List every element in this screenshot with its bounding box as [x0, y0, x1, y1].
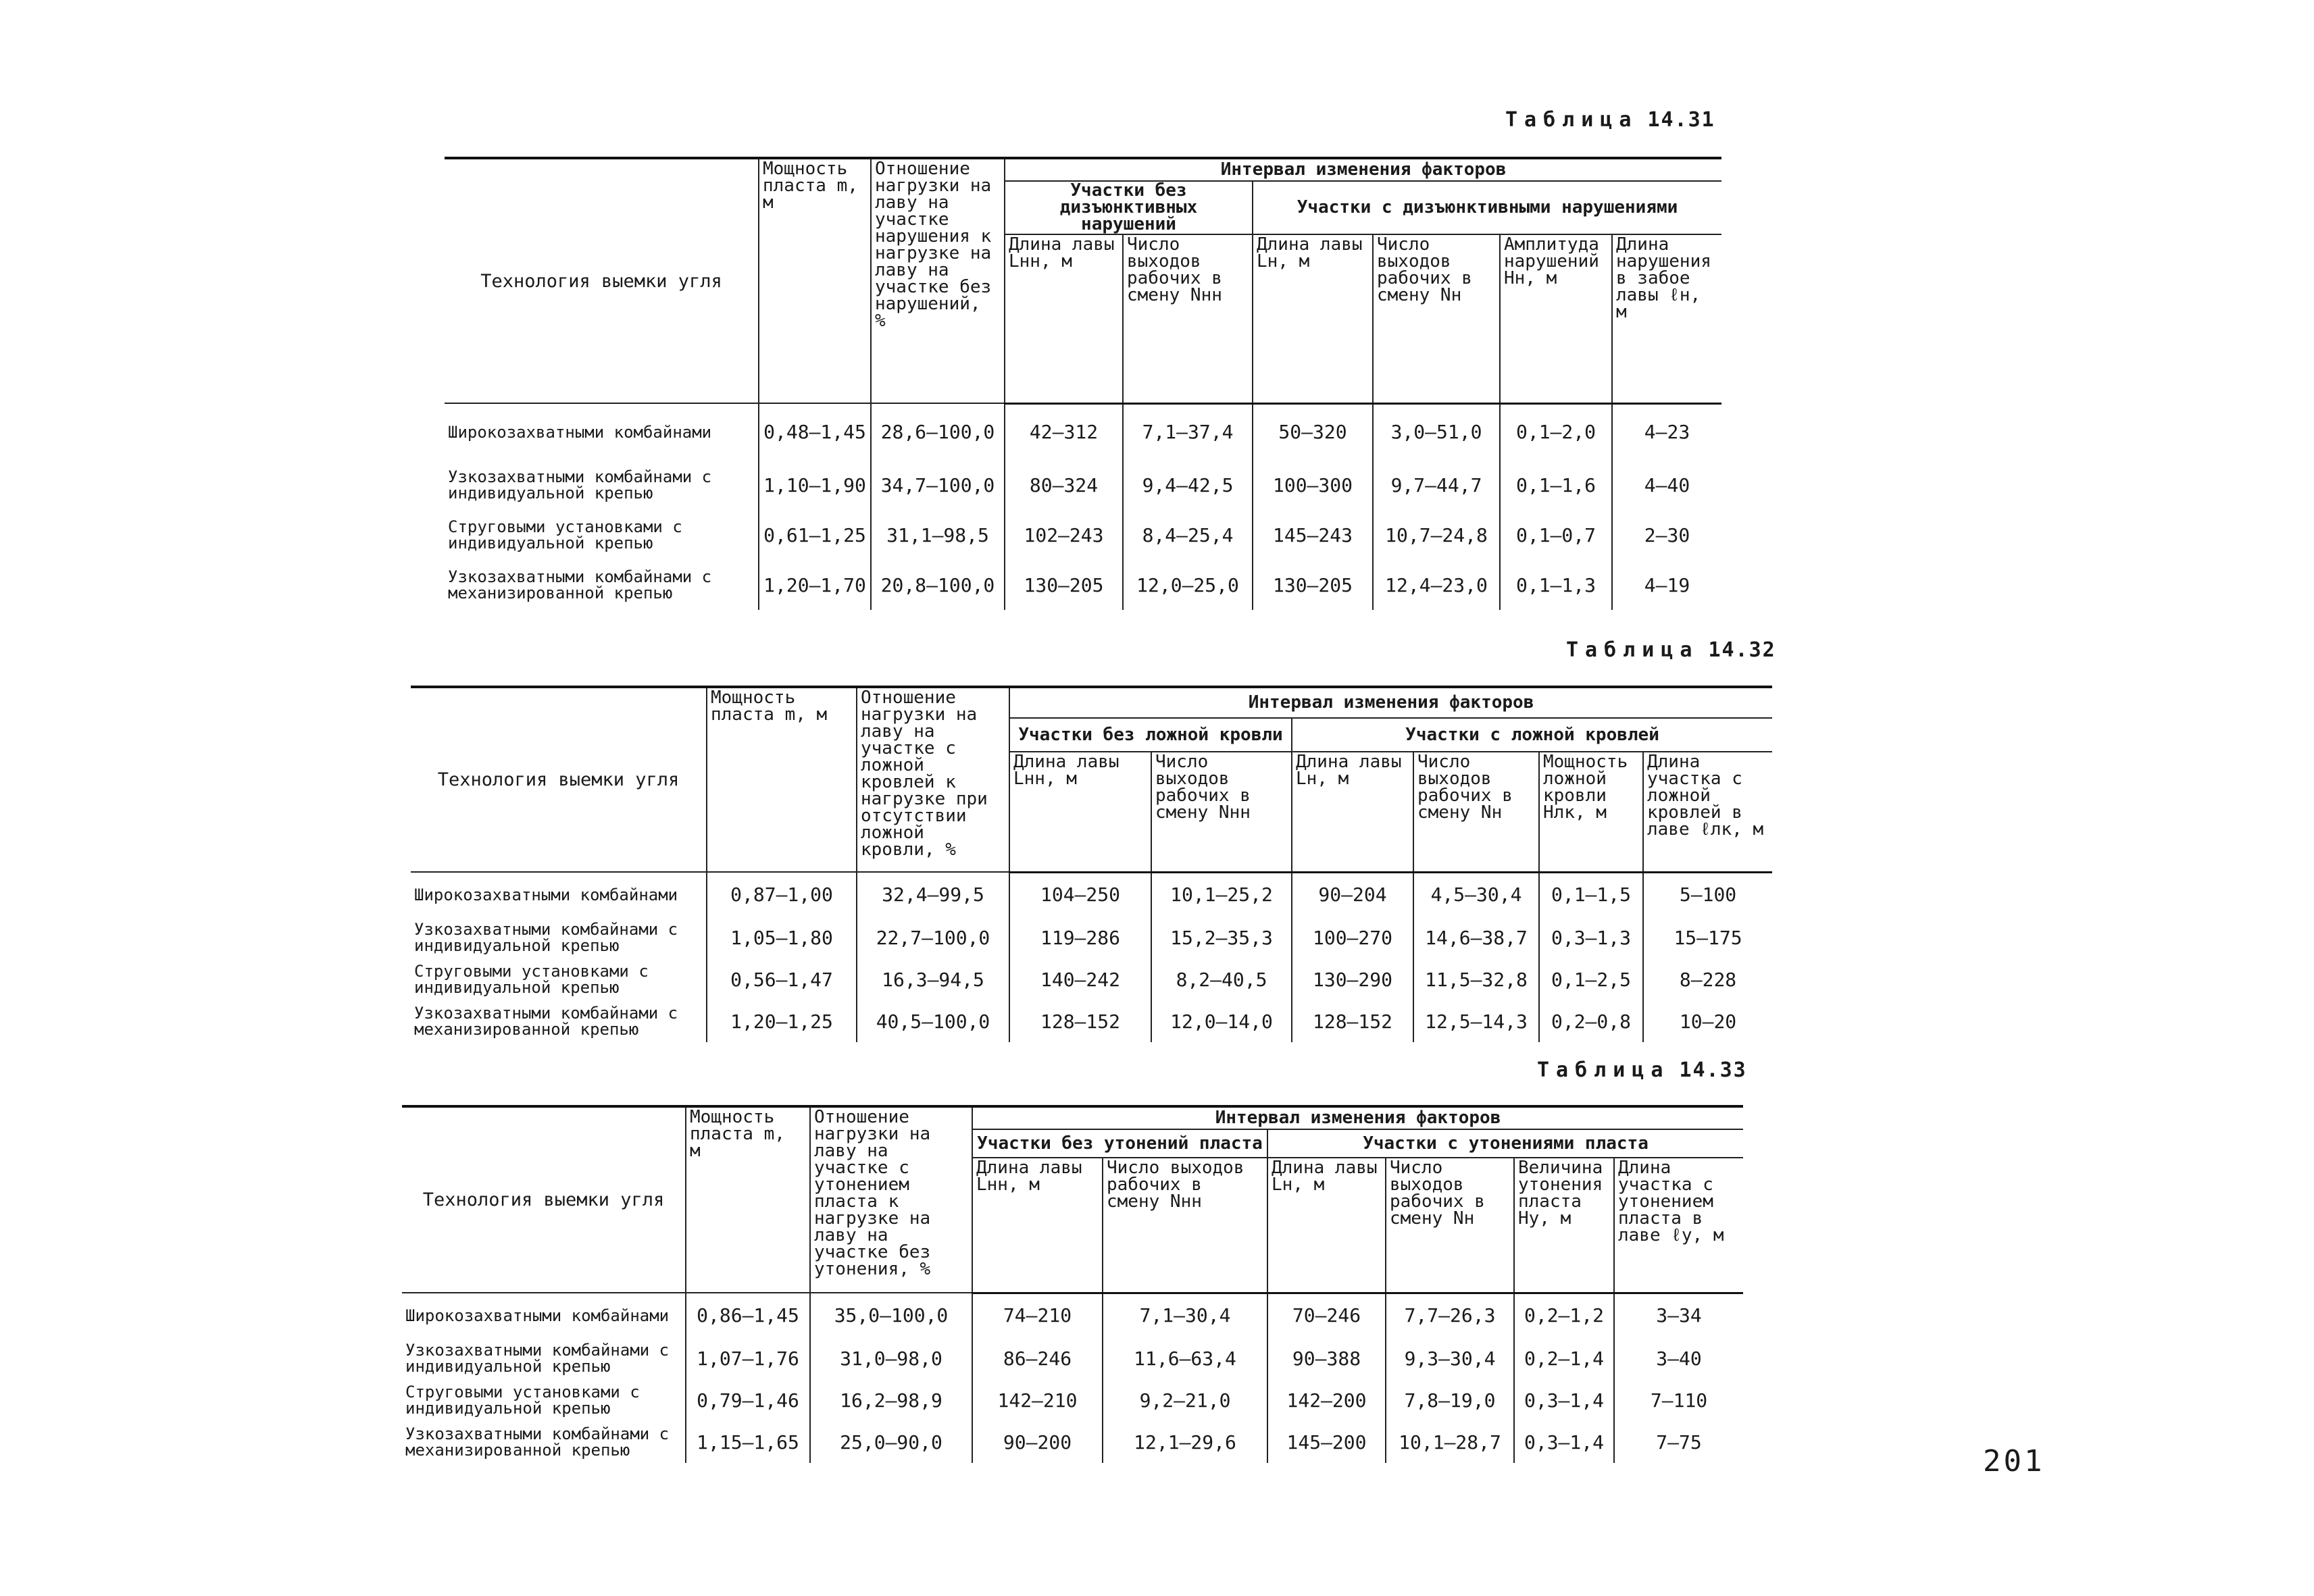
- value-cell: 102–243: [1005, 510, 1123, 560]
- technology-cell: Широкозахватными комбайнами: [445, 403, 759, 460]
- value-cell: 8,2–40,5: [1151, 958, 1292, 1000]
- value-cell: 80–324: [1005, 460, 1123, 510]
- value-cell: 31,1–98,5: [871, 510, 1005, 560]
- table-row: [445, 560, 1721, 610]
- value-cell: 130–205: [1005, 560, 1123, 610]
- value-cell: 90–200: [972, 1421, 1103, 1463]
- value-cell: 12,1–29,6: [1103, 1421, 1267, 1463]
- table-row: [445, 460, 1721, 510]
- value-cell: 15,2–35,3: [1151, 917, 1292, 958]
- value-cell: 140–242: [1009, 958, 1151, 1000]
- value-cell: 7,1–30,4: [1103, 1293, 1267, 1337]
- sub-header: Число выходов рабочих в смену Nнн: [1103, 1158, 1267, 1293]
- value-cell: 90–388: [1267, 1337, 1386, 1379]
- value-cell: 9,7–44,7: [1373, 460, 1500, 510]
- value-cell: 50–320: [1253, 403, 1373, 460]
- value-cell: 42–312: [1005, 403, 1123, 460]
- value-cell: 0,2–0,8: [1539, 1000, 1643, 1042]
- value-cell: 22,7–100,0: [857, 917, 1009, 958]
- value-cell: 31,0–98,0: [810, 1337, 972, 1379]
- value-cell: 10,1–28,7: [1386, 1421, 1514, 1463]
- value-cell: 7,1–37,4: [1123, 403, 1253, 460]
- value-cell: 130–290: [1292, 958, 1413, 1000]
- value-cell: 1,20–1,25: [707, 1000, 857, 1042]
- table-row: [411, 1000, 1772, 1042]
- value-cell: 14,6–38,7: [1413, 917, 1539, 958]
- value-cell: 0,1–0,7: [1500, 510, 1612, 560]
- value-cell: 10,7–24,8: [1373, 510, 1500, 560]
- value-cell: 1,05–1,80: [707, 917, 857, 958]
- table-row: [402, 1337, 1743, 1379]
- value-cell: 1,20–1,70: [759, 560, 871, 610]
- value-cell: 20,8–100,0: [871, 560, 1005, 610]
- value-cell: 40,5–100,0: [857, 1000, 1009, 1042]
- sub-header: Длина лавы Lнн, м: [1005, 234, 1123, 403]
- value-cell: 0,1–1,3: [1500, 560, 1612, 610]
- table-caption: Таблица 14.32: [1566, 638, 1776, 662]
- table-row: [445, 403, 1721, 460]
- value-cell: 3–34: [1614, 1293, 1743, 1337]
- value-cell: 7–75: [1614, 1421, 1743, 1463]
- value-cell: 3–40: [1614, 1337, 1743, 1379]
- value-cell: 7–110: [1614, 1379, 1743, 1421]
- interval-header: Интервал изменения факторов: [1009, 687, 1772, 718]
- value-cell: 128–152: [1009, 1000, 1151, 1042]
- ratio-header: Отношение нагрузки на лаву на участке с ложной кровлей к нагрузке при отсутствии ложной кровли, %: [857, 687, 1009, 872]
- value-cell: 4–19: [1612, 560, 1721, 610]
- value-cell: 86–246: [972, 1337, 1103, 1379]
- group-with-header: Участки с дизъюнктивными нарушениями: [1253, 181, 1721, 234]
- sub-header: Число выходов рабочих в смену Nнн: [1151, 752, 1292, 872]
- sub-header: Число выходов рабочих в смену Nн: [1386, 1158, 1514, 1293]
- value-cell: 10,1–25,2: [1151, 872, 1292, 917]
- ratio-header: Отношение нагрузки на лаву на участке нарушения к нагрузке на лаву на участке без нарушений, %: [871, 158, 1005, 403]
- technology-header: Технология выемки угля: [445, 158, 759, 403]
- table-caption: Таблица 14.31: [1505, 108, 1715, 132]
- value-cell: 9,4–42,5: [1123, 460, 1253, 510]
- table-14-32: [411, 686, 1772, 1042]
- value-cell: 1,10–1,90: [759, 460, 871, 510]
- table-14-31: [445, 157, 1721, 610]
- table-row: [402, 1293, 1743, 1337]
- thickness-header: Мощность пласта m, м: [707, 687, 857, 872]
- technology-cell: Узкозахватными комбайнами с механизированной крепью: [445, 560, 759, 610]
- value-cell: 28,6–100,0: [871, 403, 1005, 460]
- group-with-header: Участки с утонениями пласта: [1267, 1129, 1743, 1158]
- value-cell: 11,6–63,4: [1103, 1337, 1267, 1379]
- value-cell: 12,5–14,3: [1413, 1000, 1539, 1042]
- sub-header: Длина участка с утонением пласта в лаве ℓу, м: [1614, 1158, 1743, 1293]
- value-cell: 1,15–1,65: [686, 1421, 810, 1463]
- value-cell: 7,8–19,0: [1386, 1379, 1514, 1421]
- sub-header: Величина утонения пласта Hу, м: [1514, 1158, 1614, 1293]
- table-14-33: [402, 1105, 1743, 1463]
- technology-header: Технология выемки угля: [411, 687, 707, 872]
- technology-cell: Узкозахватными комбайнами с индивидуальной крепью: [411, 917, 707, 958]
- technology-header: Технология выемки угля: [402, 1106, 686, 1293]
- value-cell: 4–23: [1612, 403, 1721, 460]
- technology-cell: Струговыми установками с индивидуальной крепью: [411, 958, 707, 1000]
- value-cell: 34,7–100,0: [871, 460, 1005, 510]
- value-cell: 2–30: [1612, 510, 1721, 560]
- thickness-header: Мощность пласта m, м: [686, 1106, 810, 1293]
- value-cell: 142–200: [1267, 1379, 1386, 1421]
- value-cell: 119–286: [1009, 917, 1151, 958]
- value-cell: 130–205: [1253, 560, 1373, 610]
- sub-header: Длина лавы Lнн, м: [972, 1158, 1103, 1293]
- value-cell: 0,61–1,25: [759, 510, 871, 560]
- sub-header: Число выходов рабочих в смену Nнн: [1123, 234, 1253, 403]
- technology-cell: Струговыми установками с индивидуальной крепью: [402, 1379, 686, 1421]
- technology-cell: Узкозахватными комбайнами с индивидуальной крепью: [402, 1337, 686, 1379]
- value-cell: 0,3–1,4: [1514, 1379, 1614, 1421]
- value-cell: 100–300: [1253, 460, 1373, 510]
- value-cell: 35,0–100,0: [810, 1293, 972, 1337]
- sub-header: Число выходов рабочих в смену Nн: [1373, 234, 1500, 403]
- technology-cell: Узкозахватными комбайнами с механизированной крепью: [411, 1000, 707, 1042]
- table-caption: Таблица 14.33: [1537, 1058, 1747, 1082]
- value-cell: 3,0–51,0: [1373, 403, 1500, 460]
- technology-cell: Узкозахватными комбайнами с механизированной крепью: [402, 1421, 686, 1463]
- sub-header: Длина лавы Lнн, м: [1009, 752, 1151, 872]
- group-without-header: Участки без утонений пласта: [972, 1129, 1267, 1158]
- value-cell: 4,5–30,4: [1413, 872, 1539, 917]
- sub-header: Амплитуда нарушений Hн, м: [1500, 234, 1612, 403]
- table-row: [445, 510, 1721, 560]
- value-cell: 12,4–23,0: [1373, 560, 1500, 610]
- value-cell: 0,1–2,5: [1539, 958, 1643, 1000]
- value-cell: 0,86–1,45: [686, 1293, 810, 1337]
- value-cell: 12,0–25,0: [1123, 560, 1253, 610]
- technology-cell: Струговыми установками с индивидуальной крепью: [445, 510, 759, 560]
- sub-header: Длина лавы Lн, м: [1253, 234, 1373, 403]
- sub-header: Длина нарушения в забое лавы ℓн, м: [1612, 234, 1721, 403]
- table-row: [402, 1421, 1743, 1463]
- value-cell: 8–228: [1643, 958, 1772, 1000]
- value-cell: 142–210: [972, 1379, 1103, 1421]
- page-number: 201: [1983, 1444, 2045, 1478]
- value-cell: 9,3–30,4: [1386, 1337, 1514, 1379]
- sub-header: Длина участка с ложной кровлей в лаве ℓлк, м: [1643, 752, 1772, 872]
- table-row: [411, 872, 1772, 917]
- value-cell: 0,1–1,6: [1500, 460, 1612, 510]
- value-cell: 32,4–99,5: [857, 872, 1009, 917]
- technology-cell: Узкозахватными комбайнами с индивидуальной крепью: [445, 460, 759, 510]
- value-cell: 128–152: [1292, 1000, 1413, 1042]
- value-cell: 70–246: [1267, 1293, 1386, 1337]
- value-cell: 74–210: [972, 1293, 1103, 1337]
- value-cell: 145–200: [1267, 1421, 1386, 1463]
- value-cell: 1,07–1,76: [686, 1337, 810, 1379]
- value-cell: 25,0–90,0: [810, 1421, 972, 1463]
- value-cell: 4–40: [1612, 460, 1721, 510]
- sub-header: Длина лавы Lн, м: [1267, 1158, 1386, 1293]
- value-cell: 16,3–94,5: [857, 958, 1009, 1000]
- thickness-header: Мощность пласта m, м: [759, 158, 871, 403]
- sub-header: Мощность ложной кровли Hлк, м: [1539, 752, 1643, 872]
- value-cell: 15–175: [1643, 917, 1772, 958]
- value-cell: 12,0–14,0: [1151, 1000, 1292, 1042]
- value-cell: 0,56–1,47: [707, 958, 857, 1000]
- value-cell: 0,79–1,46: [686, 1379, 810, 1421]
- value-cell: 0,2–1,4: [1514, 1337, 1614, 1379]
- value-cell: 16,2–98,9: [810, 1379, 972, 1421]
- technology-cell: Широкозахватными комбайнами: [402, 1293, 686, 1337]
- value-cell: 90–204: [1292, 872, 1413, 917]
- value-cell: 145–243: [1253, 510, 1373, 560]
- value-cell: 8,4–25,4: [1123, 510, 1253, 560]
- value-cell: 0,48–1,45: [759, 403, 871, 460]
- table-row: [411, 958, 1772, 1000]
- group-with-header: Участки с ложной кровлей: [1292, 718, 1772, 752]
- table-row: [411, 917, 1772, 958]
- technology-cell: Широкозахватными комбайнами: [411, 872, 707, 917]
- ratio-header: Отношение нагрузки на лаву на участке с утонением пласта к нагрузке на лаву на участке без утонения, %: [810, 1106, 972, 1293]
- group-without-header: Участки без дизъюнктивных нарушений: [1005, 181, 1253, 234]
- value-cell: 9,2–21,0: [1103, 1379, 1267, 1421]
- value-cell: 0,3–1,3: [1539, 917, 1643, 958]
- interval-header: Интервал изменения факторов: [1005, 158, 1721, 181]
- value-cell: 0,2–1,2: [1514, 1293, 1614, 1337]
- sub-header: Длина лавы Lн, м: [1292, 752, 1413, 872]
- group-without-header: Участки без ложной кровли: [1009, 718, 1292, 752]
- value-cell: 11,5–32,8: [1413, 958, 1539, 1000]
- value-cell: 104–250: [1009, 872, 1151, 917]
- sub-header: Число выходов рабочих в смену Nн: [1413, 752, 1539, 872]
- interval-header: Интервал изменения факторов: [972, 1106, 1743, 1129]
- value-cell: 0,3–1,4: [1514, 1421, 1614, 1463]
- value-cell: 7,7–26,3: [1386, 1293, 1514, 1337]
- value-cell: 100–270: [1292, 917, 1413, 958]
- value-cell: 10–20: [1643, 1000, 1772, 1042]
- value-cell: 5–100: [1643, 872, 1772, 917]
- value-cell: 0,1–2,0: [1500, 403, 1612, 460]
- value-cell: 0,1–1,5: [1539, 872, 1643, 917]
- table-row: [402, 1379, 1743, 1421]
- value-cell: 0,87–1,00: [707, 872, 857, 917]
